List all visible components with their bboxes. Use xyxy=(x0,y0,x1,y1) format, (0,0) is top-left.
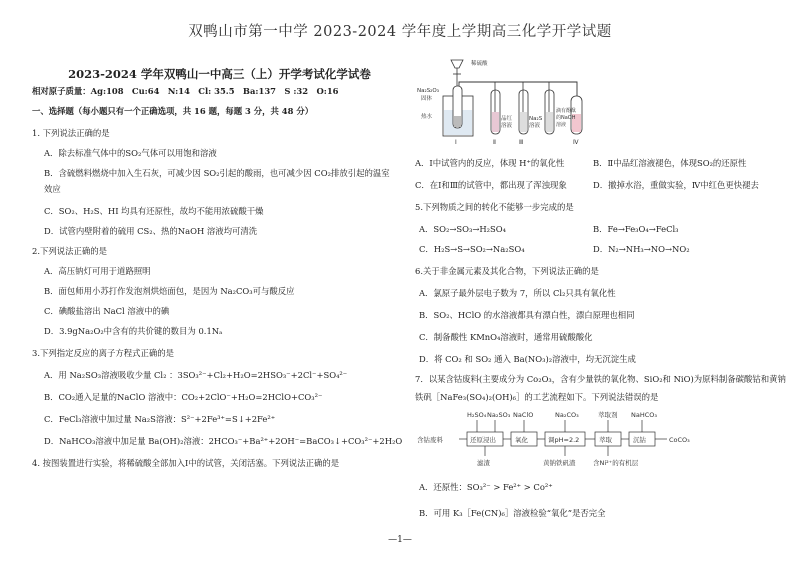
question-4: 4. 按图装置进行实验，将稀硫酸全部加入Ⅰ中的试管，关闭活塞。下列说法正确的是 xyxy=(32,458,340,468)
flow-step: 还原浸出 xyxy=(470,436,496,444)
q3-option-c: C．FeCl₃溶液中加过量 Na₂S溶液：S²⁻+2Fe³⁺=S↓+2Fe²⁺ xyxy=(44,414,276,424)
q5-option-a: A．SO₂→SO₃→H₂SO₄ xyxy=(419,224,507,234)
q3-option-d: D．NaHCO₃溶液中加足量 Ba(OH)₂溶液：2HCO₃⁻+Ba²⁺+2OH⁻=BaCO₃↓+CO₃²⁻+2H₂O xyxy=(44,436,403,446)
flow-step: 调pH=2.2 xyxy=(548,436,580,444)
question-2: 2.下列说法正确的是 xyxy=(32,246,107,256)
q7-option-a: A．还原性：SO₃²⁻ > Fe²⁺ > Co²⁺ xyxy=(419,482,553,492)
paper-title: 2023-2024 学年双鸭山一中高三（上）开学考试化学试卷 xyxy=(68,67,371,81)
q4-option-c: C．在Ⅰ和Ⅲ的试管中，都出现了浑浊现象 xyxy=(415,180,567,190)
svg-text:溶液: 溶液 xyxy=(556,122,567,128)
svg-text:溶液: 溶液 xyxy=(501,123,513,129)
q5-option-d: D．N₂→NH₃→NO→NO₂ xyxy=(593,244,690,254)
process-flowchart xyxy=(415,404,775,478)
flow-reagent: NaClO xyxy=(513,411,534,419)
question-6: 6.关于非金属元素及其化合物，下列说法正确的是 xyxy=(415,266,599,276)
q6-option-b: B．SO₂、HClO 的水溶液都具有漂白性，漂白原理也相同 xyxy=(419,310,635,320)
q1-option-d: D．试管内壁附着的硫用 CS₂、热的NaOH 溶液均可清洗 xyxy=(44,226,258,236)
flow-step: 萃取 xyxy=(599,436,612,444)
svg-text:滴有酚酞: 滴有酚酞 xyxy=(556,108,577,114)
question-7-cont: 铁矾［NaFe₃(SO₄)₂(OH)₆］的工艺流程如下。下列说法错误的是 xyxy=(415,392,659,402)
flow-output: 含Ni²⁺的有机层 xyxy=(593,459,639,467)
question-5: 5.下列物质之间的转化不能够一步完成的是 xyxy=(415,202,574,212)
q2-option-c: C．碘酸盐溶出 NaCl 溶液中的碘 xyxy=(44,306,170,316)
q1-option-c: C．SO₂、H₂S、HI 均具有还原性，故均不能用浓硫酸干燥 xyxy=(44,206,264,216)
q4-option-a: A．Ⅰ中试管内的反应，体现 H⁺的氧化性 xyxy=(415,158,565,168)
flow-step: 氧化 xyxy=(515,436,528,444)
q2-option-a: A．高压钠灯可用于道路照明 xyxy=(44,266,151,276)
q6-option-c: C．制备酸性 KMnO₄溶液时，通常用硫酸酸化 xyxy=(419,332,593,342)
q6-option-d: D．将 CO₂ 和 SO₂ 通入 Ba(NO₃)₂溶液中，均无沉淀生成 xyxy=(419,354,636,364)
q4-option-d: D．撤掉水浴，重做实验，Ⅳ中红色更快褪去 xyxy=(593,180,759,190)
svg-text:品红: 品红 xyxy=(501,116,513,122)
flow-end: CoCO₃ xyxy=(669,436,690,444)
q5-option-c: C．H₂S→S→SO₂→Na₂SO₄ xyxy=(419,244,525,254)
q3-option-a: A．用 Na₂SO₃溶液吸收少量 Cl₂ ：3SO₃²⁻+Cl₂+H₂O=2HSO₃⁻+2Cl⁻+SO₄²⁻ xyxy=(44,370,348,380)
question-7: 7．以某含钴废料(主要成分为 Co₂O₃，含有少量铁的氧化物、SiO₂和 NiO)为原料制备碳酸钴和黄钠 xyxy=(415,374,786,384)
flow-reagent: H₂SO₄ xyxy=(467,411,487,419)
q6-option-a: A．氯原子最外层电子数为 7，所以 Cl₂只具有氧化性 xyxy=(419,288,616,298)
svg-text:Ⅰ: Ⅰ xyxy=(455,139,457,146)
flow-output: 滤渣 xyxy=(477,459,490,467)
apparatus-figure xyxy=(415,56,595,148)
svg-text:固体: 固体 xyxy=(421,96,433,102)
page-number: —1— xyxy=(388,535,412,545)
flow-start: 含钴废料 xyxy=(417,436,443,444)
svg-text:稀硫酸: 稀硫酸 xyxy=(471,61,488,67)
svg-text:Ⅳ: Ⅳ xyxy=(573,139,579,146)
question-3: 3.下列指定反应的离子方程式正确的是 xyxy=(32,348,174,358)
q1-option-a: A．除去标准气体中的SO₂气体可以用饱和溶液 xyxy=(44,148,217,158)
question-1: 1. 下列说法正确的是 xyxy=(32,128,110,138)
flow-reagent: Na₂CO₃ xyxy=(555,411,579,419)
q2-option-b: B．面包师用小苏打作发泡剂烘焙面包，是因为 Na₂CO₃可与酸反应 xyxy=(44,286,295,296)
q4-option-b: B．Ⅱ中品红溶液褪色，体现SO₂的还原性 xyxy=(593,158,747,168)
flow-output: 黄钠铁矾渣 xyxy=(543,459,576,467)
atomic-masses: 相对原子质量：Ag:108 Cu:64 N:14 Cl: 35.5 Ba:137 S :32 O:16 xyxy=(32,86,339,96)
q1-option-b: B．含硫燃料燃烧中加入生石灰，可减少因 SO₂引起的酸雨，也可减少因 CO₂排放引起的温室 xyxy=(44,168,390,178)
q1-option-b-cont: 效应 xyxy=(44,184,61,194)
q2-option-d: D．3.9gNa₂O₂中含有的共价键的数目为 0.1Nₐ xyxy=(44,326,223,336)
svg-text:溶液: 溶液 xyxy=(529,123,541,129)
section-heading: 一、选择题（每小题只有一个正确选项，共 16 题，每题 3 分，共 48 分） xyxy=(32,106,314,116)
svg-text:Ⅲ: Ⅲ xyxy=(519,139,524,146)
svg-text:Na₂S₂O₃: Na₂S₂O₃ xyxy=(417,88,439,94)
svg-text:热水: 热水 xyxy=(421,114,433,120)
q3-option-b: B．CO₂通入足量的NaClO 溶液中：CO₂+2ClO⁻+H₂O=2HClO+CO₃²⁻ xyxy=(44,392,323,402)
svg-text:Ⅱ: Ⅱ xyxy=(493,139,496,146)
q5-option-b: B．Fe→Fe₃O₄→FeCl₃ xyxy=(593,224,679,234)
svg-text:的NaOH: 的NaOH xyxy=(556,115,576,121)
flow-reagent: Na₂SO₃ xyxy=(487,411,511,419)
flow-reagent: 萃取剂 xyxy=(598,411,618,419)
q7-option-b: B．可用 K₃［Fe(CN)₆］溶液检验“氧化”是否完全 xyxy=(419,508,606,518)
svg-text:Na₂S: Na₂S xyxy=(529,116,543,122)
flow-reagent: NaHCO₃ xyxy=(631,411,657,419)
page-title: 双鸭山市第一中学 2023-2024 学年度上学期高三化学开学试题 xyxy=(188,24,612,40)
flow-step: 沉钴 xyxy=(633,436,646,444)
